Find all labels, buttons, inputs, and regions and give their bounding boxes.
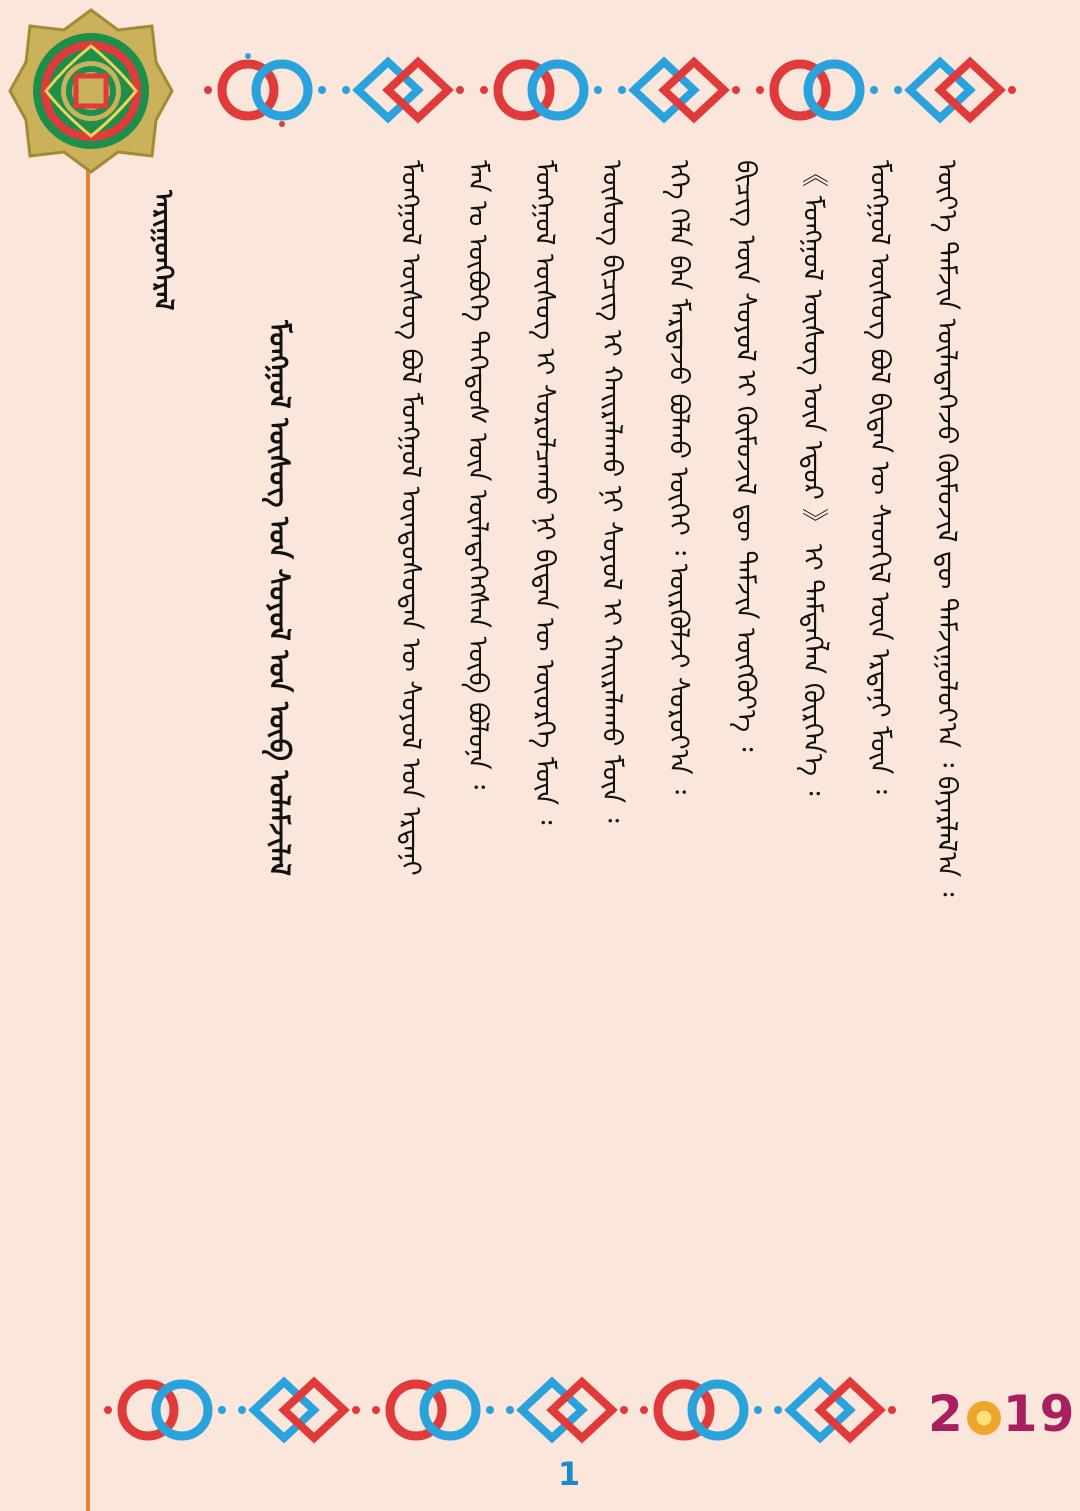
article-title: ᠮᠣᠩᠭᠣᠯ ᠦᠰᠦᠭ ᠤᠨ ᠰᠣᠶᠣᠯ ᠤᠨ ᠥᠪ ᠤᠯᠠᠮᠵᠢᠯᠠᠯ [263, 320, 296, 876]
year-digits-after: 19 [1002, 1385, 1077, 1443]
left-vertical-rule [86, 160, 90, 1511]
body-text [388, 160, 988, 1360]
flower-icon [967, 1401, 1001, 1435]
diamond-knot-ornament-icon [770, 1370, 900, 1450]
ring-knot-ornament-icon [476, 50, 606, 130]
top-ornament-row [200, 50, 1020, 130]
body-column: ᠮᠣᠩᠭᠣᠯ ᠦᠰᠦᠭ ᠢ ᠰᠤᠷᠤᠯᠴᠠᠬᠤ ᠨᠢ ᠪᠢᠳᠡᠨ ᠦ ᠦᠦᠷᠭᠡ ᠮᠥᠨ ᠄ [529, 160, 560, 825]
body-column: ᠮᠣᠩᠭᠣᠯ ᠦᠰᠦᠭ ᠪᠣᠯ ᠮᠣᠩᠭᠣᠯ ᠦᠨᠳᠦᠰᠦᠲᠡᠨ ᠦ ᠰᠣᠶᠣᠯ ᠤᠨ ᠡᠷᠳᠡᠨᠢ [395, 160, 426, 876]
bottom-ornament-row [100, 1370, 900, 1450]
medallion-ornament-icon [6, 6, 176, 176]
body-column: ᠦᠶ᠎ᠡ ᠳᠠᠮᠵᠢᠨ ᠦᠯᠡᠳᠡᠭᠡᠵᠦ ᠬᠦᠮᠦᠵᠢᠯ ᠳᠦ ᠳᠠᠮᠵᠢᠭᠤᠯᠤᠶ᠎ᠠ ᠄ ᠪᠠᠶᠠᠷᠯᠠᠯ᠎ᠠ ᠄ [931, 160, 962, 897]
ring-knot-ornament-icon [100, 1370, 230, 1450]
page-number: 1 [557, 1455, 581, 1493]
body-column: ᠪᠢᠴᠢᠭ ᠦᠨ ᠰᠣᠶᠣᠯ ᠢ ᠬᠦᠮᠦᠵᠢᠯ ᠳᠦ ᠳᠡᠮᠵᠢᠨ ᠥᠭᠭᠦᠶ᠎ᠡ ᠄ [730, 160, 761, 752]
ring-knot-ornament-icon [752, 50, 882, 130]
diamond-knot-ornament-icon [614, 50, 744, 130]
diamond-knot-ornament-icon [234, 1370, 364, 1450]
year-mark [928, 1385, 1077, 1445]
body-column: 《 ᠮᠣᠩᠭᠣᠯ ᠦᠰᠦᠭ ᠦᠨ ᠡᠳᠦᠷ 》 ᠢ ᠲᠡᠮᠳᠡᠭᠯᠡᠨ ᠬᠦᠷᠭᠡᠨ᠎ᠡ ᠄ [797, 160, 828, 796]
year-digits-before: 2 [928, 1385, 965, 1443]
diamond-knot-ornament-icon [338, 50, 468, 130]
body-column: ᠡᠬᠡ ᠬᠡᠯᠡ ᠪᠡᠨ ᠮᠠᠷᠲᠠᠵᠤ ᠪᠣᠯᠬᠤ ᠦᠭᠡᠢ ᠄ ᠦᠷᠭᠦᠯᠵᠢ ᠰᠤᠷᠤᠶ᠎ᠠ ᠄ [663, 160, 694, 795]
body-column: ᠦᠰᠦᠭ ᠪᠢᠴᠢᠭ ᠢ ᠬᠠᠢᠷᠠᠯᠠᠬᠤ ᠨᠢ ᠰᠣᠶᠣᠯ ᠢ ᠬᠠᠢᠷᠠᠯᠠᠬᠤ ᠮᠥᠨ ᠄ [596, 160, 627, 823]
ring-knot-ornament-icon [200, 50, 330, 130]
ring-knot-ornament-icon [636, 1370, 766, 1450]
author-name: ᠠᠷᠢᠭᠤᠨᠭᠡᠷᠡᠯ [148, 190, 178, 311]
diamond-knot-ornament-icon [890, 50, 1020, 130]
body-column: ᠮᠣᠩᠭᠣᠯ ᠦᠰᠦᠭ ᠪᠣᠯ ᠪᠢᠳᠡᠨ ᠦ ᠰᠡᠳᠬᠢᠯ ᠦᠨ ᠡᠷᠳᠡᠨᠢ ᠮᠥᠨ ᠄ [864, 160, 895, 794]
body-column: ᠮᠠᠨ ᠤ ᠥᠪᠦᠭᠡ ᠳᠡᠭᠡᠳᠦᠰ ᠦᠨ ᠦᠯᠡᠳᠡᠭᠡᠭᠰᠡᠨ ᠥᠪ ᠪᠣᠯᠤᠨᠠ ᠄ [462, 160, 493, 790]
ring-knot-ornament-icon [368, 1370, 498, 1450]
diamond-knot-ornament-icon [502, 1370, 632, 1450]
